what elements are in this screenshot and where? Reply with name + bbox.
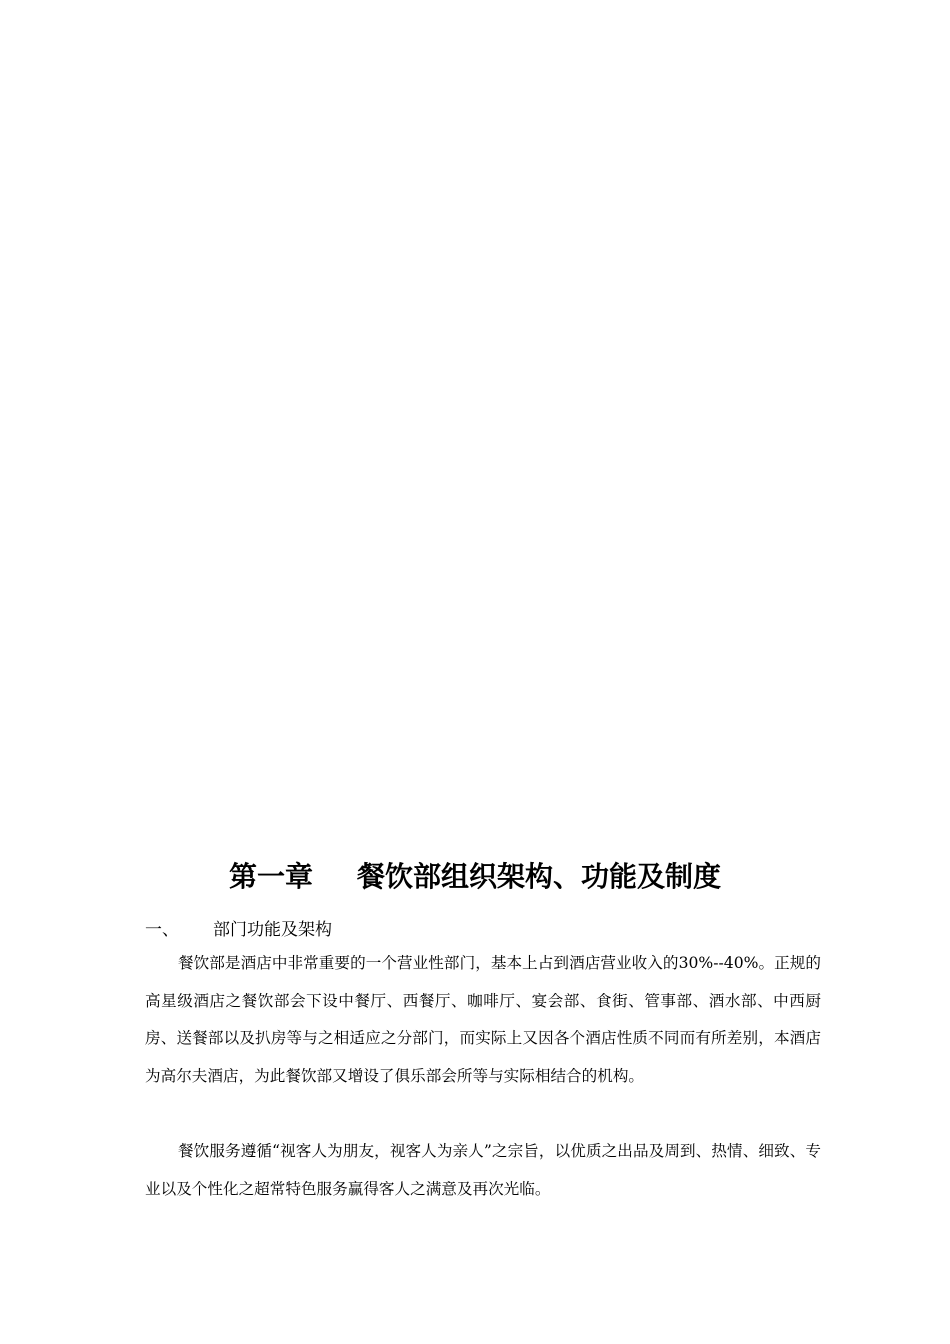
chapter-title-text: 餐饮部组织架构、功能及制度 (357, 860, 722, 893)
chapter-number: 第一章 (228, 860, 313, 893)
section-number: 一、 (145, 920, 179, 940)
body-paragraph: 餐饮服务遵循“视客人为朋友，视客人为亲人”之宗旨，以优质之出品及周到、热情、细致、专业以及个性化之超常特色服务赢得客人之满意及再次光临。 (145, 1142, 821, 1198)
body-paragraph: 餐饮部是酒店中非常重要的一个营业性部门，基本上占到酒店营业收入的30%--40%。正规的高星级酒店之餐饮部会下设中餐厅、西餐厅、咖啡厅、宴会部、食街、管事部、酒水部、中西厨房、送餐部以及扒房等与之相适应之分部门，而实际上又因各个酒店性质不同而有所差别，本酒店为高尔夫酒店，为此餐饮部又增设了俱乐部会所等与实际相结合的机构。 (145, 954, 821, 1085)
section-title: 部门功能及架构 (213, 920, 332, 940)
section-heading (145, 917, 332, 943)
chapter-title (0, 854, 950, 900)
